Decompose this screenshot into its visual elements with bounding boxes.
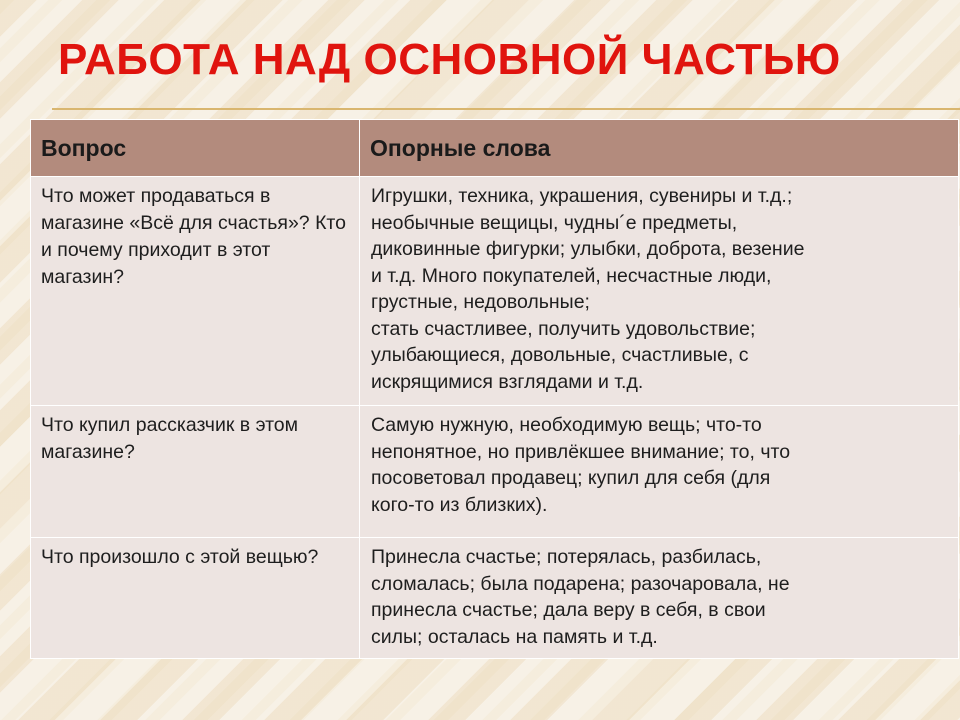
keywords-cell <box>360 406 959 538</box>
table-row <box>31 538 959 659</box>
header-keywords <box>360 120 959 177</box>
keyword-line: силы; осталась на память и т.д. <box>371 625 658 648</box>
keyword-line: кого-то из близких). <box>371 493 548 516</box>
question-text: Что может продаваться в магазине «Всё для счастья»? Кто и почему приходит в этот магазин? <box>41 185 346 288</box>
table-header-row <box>31 120 959 177</box>
keyword-line: Самую нужную, необходимую вещь; что-то <box>371 414 762 436</box>
question-cell <box>31 177 360 406</box>
keyword-line: диковинные фигурки; улыбки, доброта, везение <box>371 238 805 260</box>
keywords-text <box>360 538 958 656</box>
keyword-line: грустные, недовольные; <box>371 291 590 313</box>
question-cell <box>31 406 360 538</box>
title-underline <box>52 108 960 110</box>
slide-title: РАБОТА НАД ОСНОВНОЙ ЧАСТЬЮ <box>58 35 841 84</box>
header-keywords-label: Опорные слова <box>370 134 551 161</box>
header-question <box>31 120 360 177</box>
keyword-line: улыбающиеся, довольные, счастливые, с <box>371 344 749 366</box>
keyword-line: посоветовал продавец; купил для себя (для <box>371 467 771 489</box>
keywords-text <box>360 406 958 524</box>
table-row <box>31 406 959 538</box>
keyword-line: стать счастливее, получить удовольствие; <box>371 317 756 340</box>
questions-table <box>30 119 959 659</box>
question-cell <box>31 538 360 659</box>
header-question-label: Вопрос <box>41 134 127 161</box>
question-text: Что произошло с этой вещью? <box>41 546 319 568</box>
keywords-text <box>360 177 958 401</box>
keyword-line: принесла счастье; дала веру в себя, в свои <box>371 599 766 621</box>
keyword-line: Игрушки, техника, украшения, сувениры и т.д.; <box>371 185 793 207</box>
keywords-cell <box>360 538 959 659</box>
keyword-line: Принесла счастье; потерялась, разбилась, <box>371 546 762 568</box>
keywords-cell <box>360 177 959 406</box>
table-row <box>31 177 959 406</box>
question-text: Что купил рассказчик в этом магазине? <box>41 414 299 463</box>
keyword-line: искрящимися взглядами и т.д. <box>371 370 644 393</box>
keyword-line: и т.д. Много покупателей, несчастные люди, <box>371 264 772 287</box>
keyword-line: сломалась; была подарена; разочаровала, не <box>371 572 790 595</box>
keyword-line: непонятное, но привлёкшее внимание; то, что <box>371 440 791 463</box>
keyword-line: необычные вещицы, чудны´е предметы, <box>371 211 738 234</box>
